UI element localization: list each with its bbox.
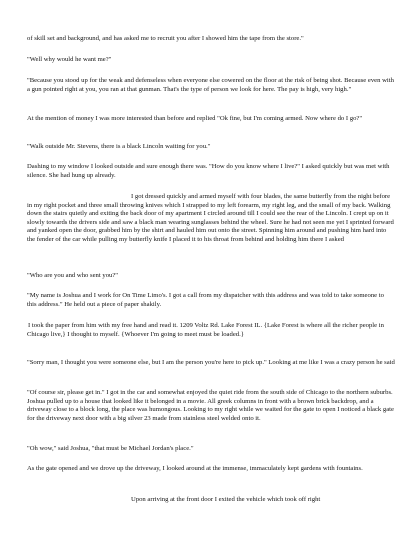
paragraph-2: "Well why would he want me?" [27, 56, 112, 63]
paragraph-5: "Walk outside Mr. Stevens, there is a black Lincoln waiting for you." [27, 143, 211, 150]
paragraph-10: I took the paper from him with my free hand and read it. 1209 Voltz Rd. Lake Forest IL. {Lake Forest is where all the richer people in Chicago live,} I thought to myself. {Whoever I'm going to meet must be loaded.} [27, 322, 384, 338]
paragraph-3: "Because you stood up for the weak and defenseless when everyone else cowered on the floor at the risk of being shot. Because even with a gun pointed right at you, you ran at that gunman. That's the type of person we look for here. The pay is high, very high." [27, 77, 394, 93]
paragraph-4: At the mention of money I was more interested than before and replied "Ok fine, but I'm coming armed. Now where do I go?" [27, 115, 363, 122]
paragraph-12: "Of course sir, please get in." I got in the car and somewhat enjoyed the quiet ride from the south side of Chicago to the northern suburbs. Joshua pulled up to a house that looked like it belonged in a movie. All greek columns in front with a brown brick backdrop, and a driveway close to a block long, the place was humongous. Looking to my right while we waited for the gate to open I noticed a black gate for the driveway next door with a big silver 23 made from stainless steel welded onto it. [27, 389, 394, 422]
paragraph-1: of skill set and background, and has asked me to recruit you after I showed him the tape from the store." [27, 35, 304, 42]
paragraph-7: I got dressed quickly and armed myself with four blades, the same butterfly from the night before in my right pocket and three small throwing knives which I strapped to my left forearm, my right leg, and the small of my back. Walking down the stairs quietly and exiting the back door of my apartment I circled around till I could see the rear of the Lincoln. I crept up on it slowly towards the drivers side and saw a black man wearing sunglasses behind the wheel. Sure he had not seen me yet I sprinted forward and yanked open the door, grabbed him by the shirt and hauled him out onto the street. Spinning him around and pushing him hard into the fender of the car while pulling my butterfly knife I placed it to his throat from behind and holding him there I asked [27, 193, 394, 243]
paragraph-14: As the gate opened and we drove up the driveway, I looked around at the immense, immaculately kept gardens with fountains. [27, 465, 363, 472]
paragraph-9: "My name is Joshua and I work for On Time Limo's. I got a call from my dispatcher with this address and was told to take someone to this address." He held out a piece of paper shakily. [27, 292, 384, 308]
paragraph-11: "Sorry man, I thought you were someone else, but I am the person you're here to pick up." Looking at me like I was a crazy person he said [27, 359, 395, 366]
paragraph-15: Upon arriving at the front door I exited the vehicle which took off right [131, 496, 321, 503]
paragraph-13: "Oh wow," said Joshua, "that must be Michael Jordan's place." [27, 445, 194, 452]
paragraph-8: "Who are you and who sent you?" [27, 272, 118, 279]
paragraph-6: Dashing to my window I looked outside and sure enough there was. "How do you know where I live?" I asked quickly but was met with silence. She had hung up already. [27, 163, 390, 179]
